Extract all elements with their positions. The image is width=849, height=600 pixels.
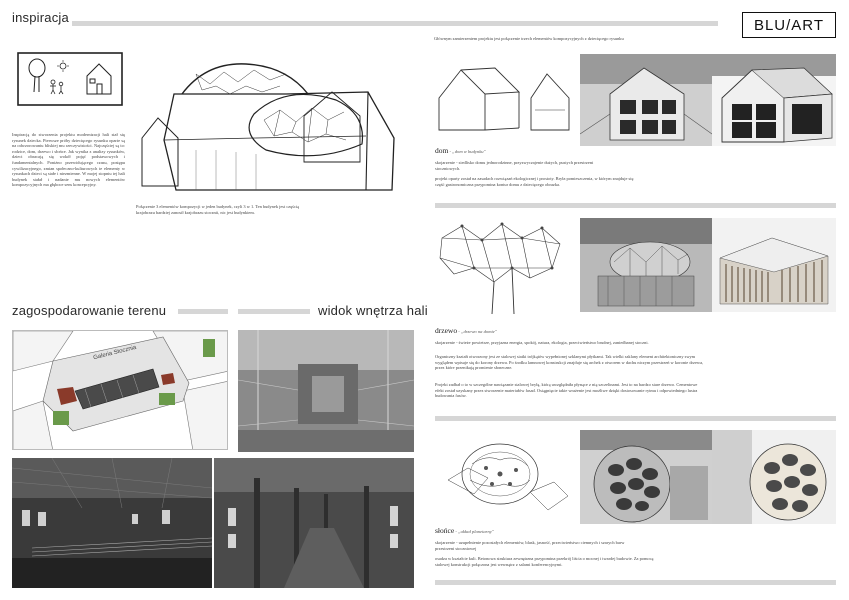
sun-subtitle: - „układ planetarny": [454, 529, 494, 534]
tree-render-2: [712, 218, 836, 312]
tree-text-1: Organiczny kształt otworzony jest ze stalowej siatki trójkątów wypełnionej szklanymi płytkami. Tak wielki szklany element architektoniczny swym wyglądem wpisuje się do korony drzewa. Po środku lamnowej konstrukcji znajduje się archek z otworem w dachu niczym przestrzeń w koronie drzewa, przez które przenikają promienie słoneczne.: [435, 354, 704, 371]
divider-tree: [435, 416, 836, 421]
house-render-2: [712, 54, 836, 146]
interior-view-3: [214, 458, 414, 588]
site-plan: [12, 330, 228, 450]
house-title: [435, 146, 486, 155]
tree-subtitle: - „drzewo na domie": [457, 329, 497, 334]
divider-site: [178, 309, 228, 314]
sun-sketch: [438, 434, 574, 522]
tree-title-label: drzewo: [435, 326, 458, 335]
house-sketch: [435, 58, 575, 136]
divider-sun: [435, 580, 836, 585]
interior-view-1: [238, 330, 414, 452]
sketch-caption: Połączenie 3 elementów kompozycji w jeden budynek, czyli 3 w 1. Ten budynek jest częścią krajobrazu bardziej zanosił krajobrazu stocznii, nic jest budynkiem.: [136, 204, 299, 215]
divider-top: [72, 21, 718, 26]
intro-header: Głównym zamierzeniem projektu jest połączenie trzech elementów kompozycyjnych z dziecięcego rysunku: [434, 36, 624, 41]
sun-association: skojarzenie - uzupełnienie pozostałych elementów, blask, jasność, przeciwieństwo ciemnych i szarych barw przestrzeni stoczniowej: [435, 540, 625, 551]
tree-render-1: [580, 218, 712, 312]
sun-text: osadza w kształcie kuli. Betonowa struktura zewnętrzna przypomina przekrój liścia o mocnej i twardej budowie. Za pomocą stalowej konstrukcji połączona jest wewnątrz z salami konferencyjnymi.: [435, 556, 654, 567]
tree-text-2: Projekt zadbał o to w szczególne nawiązanie stalowej bryłą, którą uwzględniła płynące z nią szczelinami. Jest to na bardzo stare drzewo. Cementowe efekt został uzyskany przez stworzenie materiałów fasad. Osiągnięcie takie wrażenie jest możliwe dzięki dostosowanie rytmu i odpowiedniego lustra budowania fasów.: [435, 382, 698, 399]
heading-interior: widok wnętrza hali: [318, 303, 428, 318]
sun-title-label: słońce: [435, 526, 455, 535]
house-render-1: [580, 54, 712, 146]
tree-title: [435, 326, 497, 335]
child-drawing: [17, 52, 123, 106]
sun-render-1: [580, 430, 712, 524]
tree-association: skojarzenie - świeże powietrze, przyjazna energia, spokój, natura, ekologia, przeciwieństwo brudnej, zaniedbanej stoczni.: [435, 340, 649, 345]
heading-inspiration: inspiracja: [12, 10, 69, 25]
sun-render-2: [712, 430, 836, 524]
tree-sketch: [432, 218, 572, 318]
divider-house: [435, 203, 836, 208]
heading-site: zagospodarowanie terenu: [12, 303, 167, 318]
house-subtitle: - „dom w budynku": [448, 149, 486, 154]
concept-sketch: [136, 54, 402, 202]
interior-view-2: [12, 458, 212, 588]
house-text: projekt oparty został na zasadach rozwiązań ekologicznej i prostoty. Bryła pomieszczenia, w którym znajduje się część gastronomiczna przypomina kontur domu z dziecięcego obrazka.: [435, 176, 634, 187]
house-title-label: dom: [435, 146, 449, 155]
sun-title: [435, 526, 494, 535]
site-label: Galeria Stocznia: [92, 344, 137, 362]
divider-interior: [238, 309, 310, 314]
inspiration-text: Inspiracją do stworzenia projektu modernizacji hali stał się rysunek dziecka. Pierwsze próby dziecięcego rysunku oparte są na odwzorowaniu bliskiej mu rzeczywistości. Najczęściej są to: rodzice, dom, drzewo i słońce. Jak wynika z analizy rysunków, dzieci obracają się wokół pojęć podstawowych i fundamentalnych. Poniżno przewidującego czasu, postępu cywilizacyjnego, zmian społeczno-kulturowych te elementy w rysunkach dzieci są stałe i niezmienne. W mojej stopniu tej hali budynek stałał i nadanie mu nowych elementów kompozycyjnych ma głęboce sens koncepcyjny.: [12, 132, 125, 188]
house-association: skojarzenie - siedlisko domu jednorodzinne, przyzwyczajenie dużych, pustych przestrzeni stoczniowych.: [435, 160, 594, 171]
logo: BLU/ART: [742, 12, 836, 38]
